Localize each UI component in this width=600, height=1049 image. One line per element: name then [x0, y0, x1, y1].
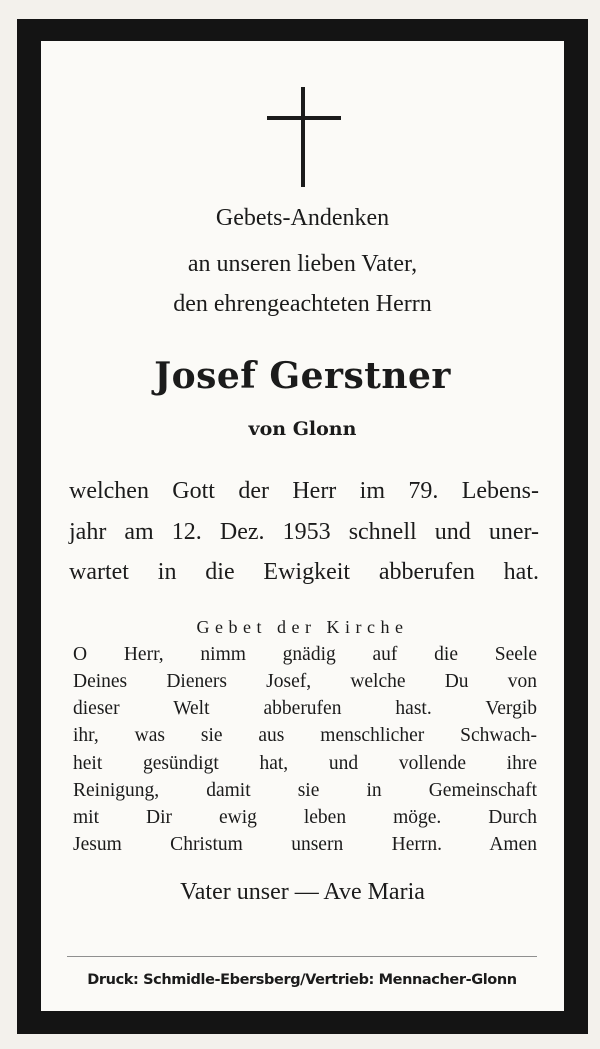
- announcement-line-1: welchen Gott der Herr im 79. Lebens-: [69, 478, 539, 504]
- prayer-line-3: dieser Welt abberufen hast. Vergib: [73, 698, 537, 719]
- announcement-line-3: wartet in die Ewigkeit abberufen hat.: [69, 559, 539, 585]
- header-line-2: an unseren lieben Vater,: [187, 251, 418, 277]
- prayer-line-4: ihr, was sie aus menschlicher Schwach-: [73, 725, 537, 746]
- deceased-name: Josef Gerstner: [154, 355, 451, 397]
- closing-prayers: Vater unser — Ave Maria: [180, 879, 425, 905]
- memorial-card: [41, 41, 564, 1011]
- cross-horizontal-bar: [267, 116, 341, 120]
- printer-credit: Druck: Schmidle-Ebersberg/Vertrieb: Mennacher-Glonn: [87, 972, 517, 988]
- announcement-line-2: jahr am 12. Dez. 1953 schnell und uner-: [69, 519, 539, 545]
- prayer-line-7: mit Dir ewig leben möge. Durch: [73, 807, 537, 828]
- prayer-line-8: Jesum Christum unsern Herrn. Amen: [73, 834, 537, 855]
- deceased-origin: von Glonn: [248, 418, 357, 440]
- header-line-3: den ehrengeachteten Herrn: [173, 291, 432, 317]
- footer-divider: [67, 956, 537, 957]
- prayer-line-1: O Herr, nimm gnädig auf die Seele: [73, 644, 537, 665]
- cross-icon: [267, 87, 341, 187]
- prayer-line-5: heit gesündigt hat, und vollende ihre: [73, 753, 537, 774]
- cross-vertical-bar: [301, 87, 305, 187]
- prayer-title: Gebet der Kirche: [196, 617, 409, 637]
- header-line-1: Gebets-Andenken: [215, 205, 390, 231]
- prayer-line-2: Deines Dieners Josef, welche Du von: [73, 671, 537, 692]
- prayer-line-6: Reinigung, damit sie in Gemeinschaft: [73, 780, 537, 801]
